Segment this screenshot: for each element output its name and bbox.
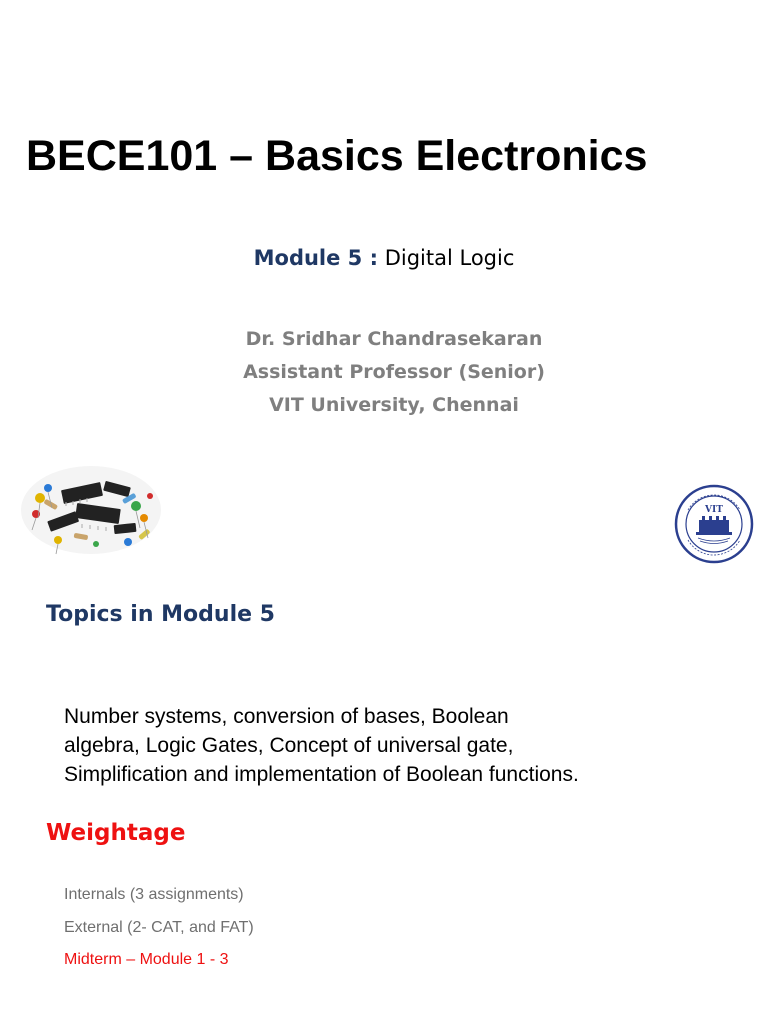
topics-line: Number systems, conversion of bases, Boolean — [64, 705, 509, 728]
module-subtitle — [0, 246, 768, 270]
author-institution: VIT University, Chennai — [269, 394, 519, 416]
weightage-external: External (2- CAT, and FAT) — [64, 919, 254, 936]
author-name: Dr. Sridhar Chandrasekaran — [245, 328, 543, 350]
topics-line: Simplification and implementation of Boolean functions. — [64, 763, 579, 786]
weightage-internals: Internals (3 assignments) — [64, 886, 244, 903]
weightage-midterm: Midterm – Module 1 - 3 — [64, 951, 229, 968]
vit-logo-text: VIT — [705, 505, 723, 515]
weightage-heading: Weightage — [46, 820, 186, 846]
topics-line: algebra, Logic Gates, Concept of universal gate, — [64, 734, 514, 757]
author-position: Assistant Professor (Senior) — [243, 361, 545, 383]
module-label: Module 5 : — [253, 246, 379, 270]
topics-description — [64, 702, 744, 789]
module-name: Digital Logic — [384, 246, 515, 270]
vit-logo — [674, 484, 754, 564]
page-title: BECE101 – Basics Electronics — [26, 132, 648, 180]
electronic-components-image — [18, 458, 164, 558]
topics-heading: Topics in Module 5 — [46, 602, 275, 627]
